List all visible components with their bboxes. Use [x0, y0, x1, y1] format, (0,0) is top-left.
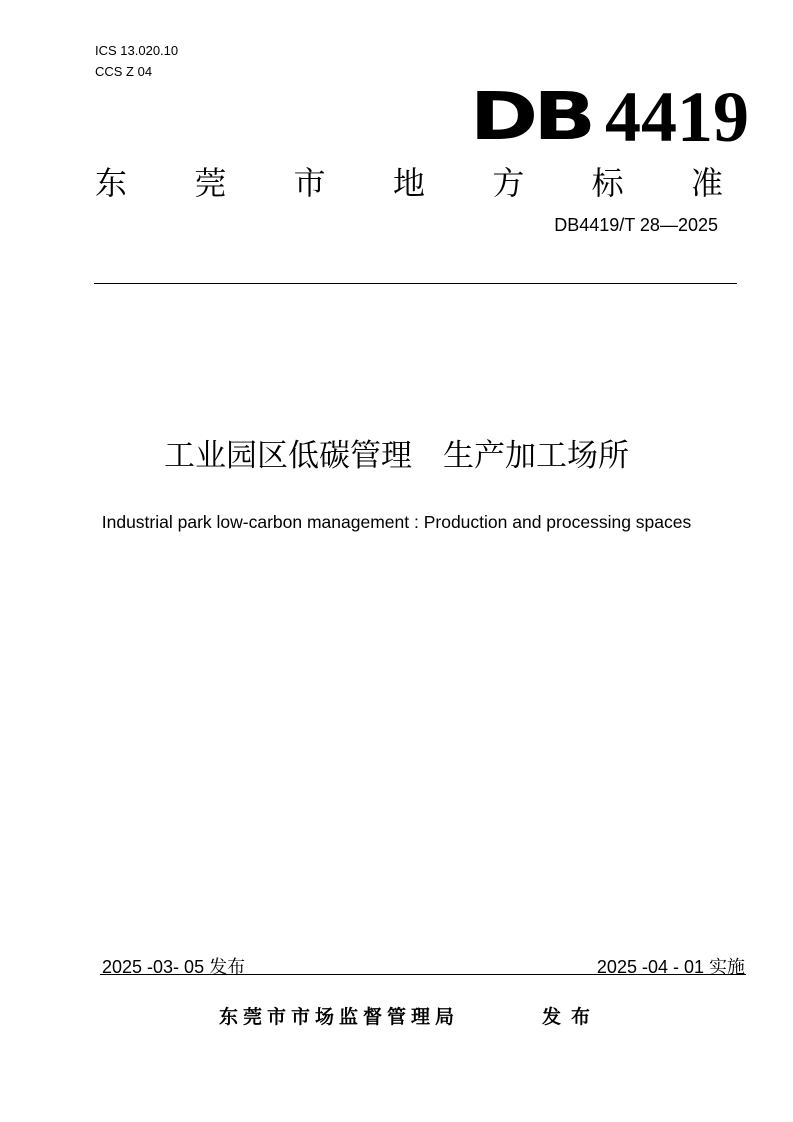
standard-type — [95, 158, 723, 204]
logo-prefix: DB — [469, 78, 591, 155]
title-chinese: 工业园区低碳管理 生产加工场所 — [164, 438, 629, 473]
standard-code: DB4419/T 28—2025 — [554, 215, 718, 235]
issuer: 东莞市市场监督管理局 — [219, 1007, 460, 1028]
issue-label: 发布 — [542, 1007, 601, 1028]
logo-number: 4419 — [605, 77, 749, 157]
header-divider — [94, 283, 737, 284]
ccs-code: CCS Z 04 — [95, 64, 153, 79]
standard-type-char: 标 — [591, 165, 624, 201]
classification-codes — [95, 40, 178, 82]
footer-divider — [100, 974, 746, 975]
implement-date: 2025 -04 - 01 实施 — [596, 957, 745, 977]
standard-type-char: 东 — [95, 165, 128, 201]
standard-type-char: 方 — [492, 165, 525, 201]
standard-type-char: 准 — [690, 165, 723, 201]
standard-type-char: 市 — [293, 165, 326, 201]
title-english: Industrial park low-carbon management : Production and processing spaces — [101, 512, 692, 532]
db-logo — [469, 77, 749, 157]
ics-code: ICS 13.020.10 — [95, 43, 179, 58]
publish-date: 2025 -03- 05 发布 — [102, 957, 246, 977]
standard-type-char: 地 — [392, 165, 425, 201]
standard-type-char: 莞 — [194, 165, 227, 201]
